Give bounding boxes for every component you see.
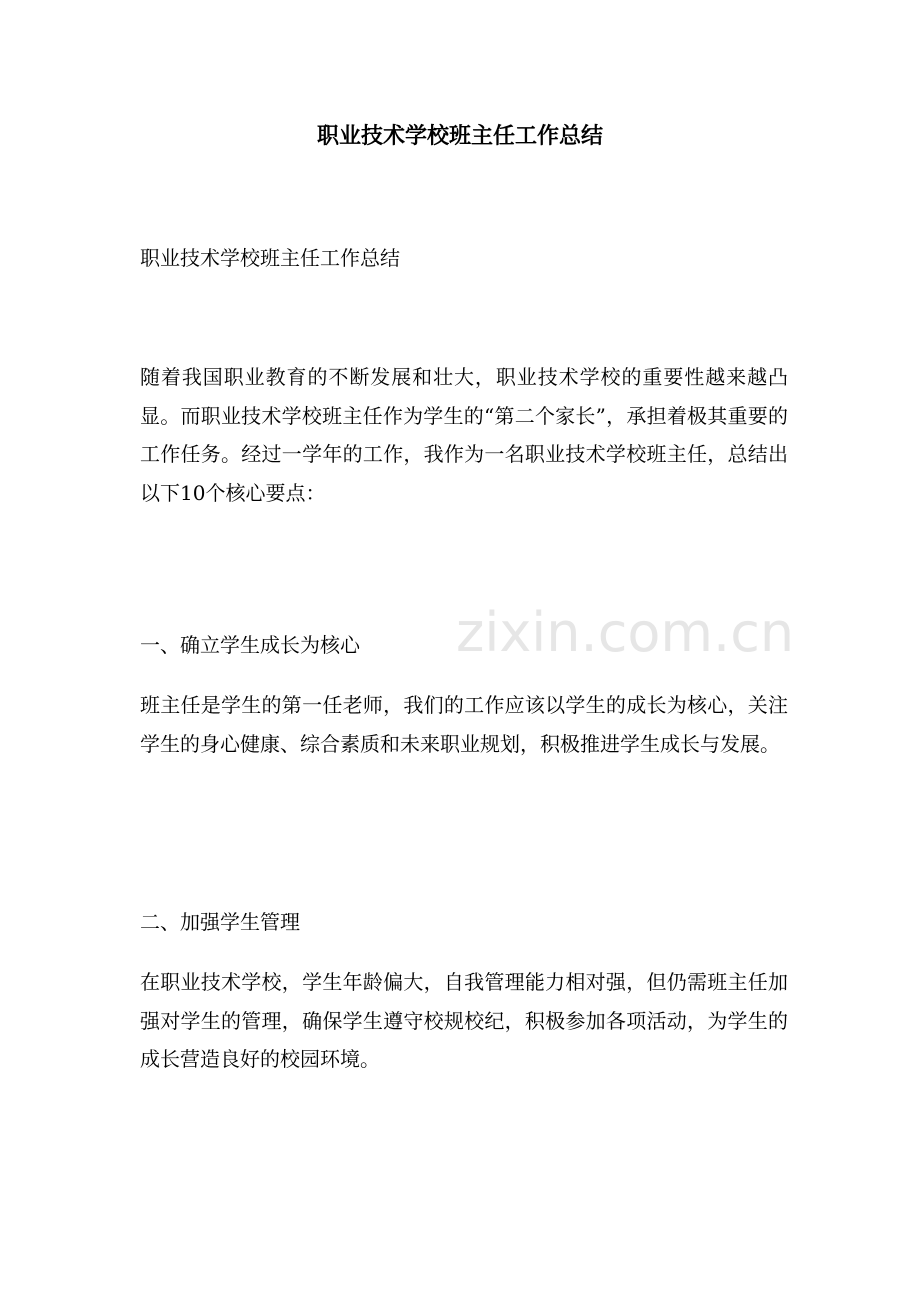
section-1-heading: 一、确立学生成长为核心 xyxy=(140,633,360,657)
watermark-logo: zixin.com.cn xyxy=(456,601,795,664)
document-subtitle: 职业技术学校班主任工作总结 xyxy=(140,246,400,270)
section-2-body: 在职业技术学校，学生年龄偏大，自我管理能力相对强，但仍需班主任加强对学生的管理，确保学生遵守校规校纪，积极参加各项活动，为学生的成长营造良好的校园环境。 xyxy=(140,970,788,1071)
intro-paragraph: 随着我国职业教育的不断发展和壮大，职业技术学校的重要性越来越凸显。而职业技术学校班主任作为学生的“第二个家长”，承担着极其重要的工作任务。经过一学年的工作，我作为一名职业技术学校班主任，总结出以下10个核心要点： xyxy=(140,365,788,505)
section-1-body: 班主任是学生的第一任老师，我们的工作应该以学生的成长为核心，关注学生的身心健康、综合素质和未来职业规划，积极推进学生成长与发展。 xyxy=(140,693,788,756)
section-2-heading: 二、加强学生管理 xyxy=(140,910,300,934)
document-title: 职业技术学校班主任工作总结 xyxy=(316,123,603,149)
